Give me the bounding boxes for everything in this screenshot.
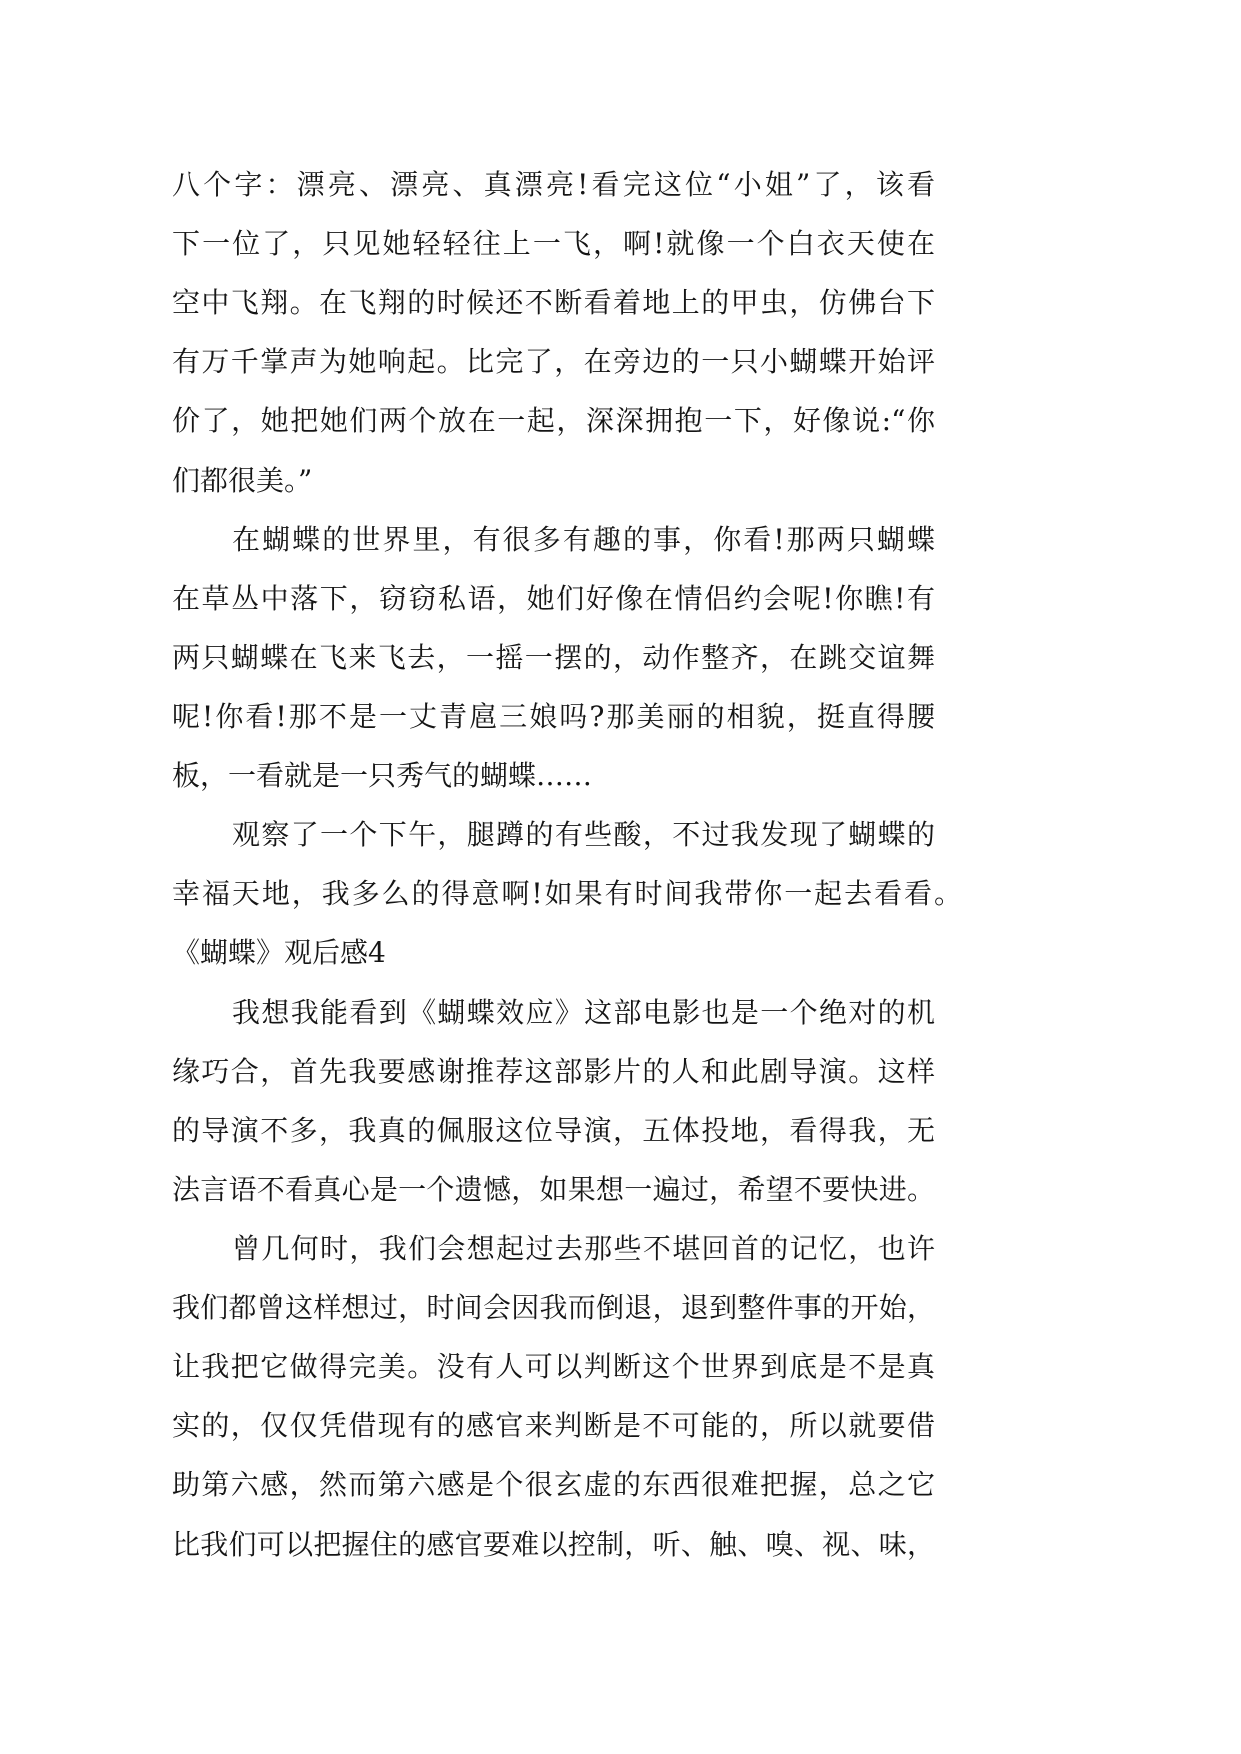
- paragraph-line: 在草丛中落下，窃窃私语，她们好像在情侣约会呢!你瞧!有: [172, 581, 935, 615]
- paragraph-line: 两只蝴蝶在飞来飞去，一摇一摆的，动作整齐，在跳交谊舞: [172, 640, 935, 674]
- paragraph: [172, 1219, 935, 1574]
- paragraph-line: 我想我能看到《蝴蝶效应》这部电影也是一个绝对的机: [232, 995, 935, 1029]
- paragraph-line: 让我把它做得完美。没有人可以判断这个世界到底是不是真: [172, 1350, 935, 1384]
- paragraph-line: 的导演不多，我真的佩服这位导演，五体投地，看得我，无: [172, 1113, 935, 1147]
- paragraph-line: 价了，她把她们两个放在一起，深深拥抱一下，好像说:“你: [172, 404, 935, 438]
- paragraph-line: 板，一看就是一只秀气的蝴蝶……: [172, 759, 593, 793]
- paragraph-line: 下一位了，只见她轻轻往上一飞，啊!就像一个白衣天使在: [172, 227, 935, 261]
- paragraph-line: 有万千掌声为她响起。比完了，在旁边的一只小蝴蝶开始评: [172, 345, 935, 379]
- document-body: [172, 155, 962, 1574]
- paragraph-line: 助第六感，然而第六感是个很玄虚的东西很难把握，总之它: [172, 1468, 935, 1502]
- paragraph-line: 们都很美。”: [172, 463, 313, 497]
- paragraph-line: 观察了一个下午，腿蹲的有些酸，不过我发现了蝴蝶的: [232, 818, 935, 852]
- paragraph-line: 八个字：漂亮、漂亮、真漂亮!看完这位“小姐”了，该看: [172, 168, 935, 201]
- section-heading: 《蝴蝶》观后感4: [172, 936, 386, 970]
- paragraph-line: 幸福天地，我多么的得意啊!如果有时间我带你一起去看看。: [172, 877, 962, 911]
- paragraph: [172, 155, 935, 510]
- paragraph-line: 缘巧合，首先我要感谢推荐这部影片的人和此剧导演。这样: [172, 1054, 935, 1088]
- paragraph-line: 曾几何时，我们会想起过去那些不堪回首的记忆，也许: [232, 1231, 935, 1265]
- paragraph-line: 实的，仅仅凭借现有的感官来判断是不可能的，所以就要借: [172, 1409, 935, 1443]
- paragraph-line: 空中飞翔。在飞翔的时候还不断看着地上的甲虫，仿佛台下: [172, 286, 935, 320]
- paragraph-line: 比我们可以把握住的感官要难以控制，听、触、嗅、视、味，: [172, 1527, 935, 1561]
- paragraph-line: 我们都曾这样想过，时间会因我而倒退，退到整件事的开始，: [172, 1291, 935, 1325]
- paragraph-line: 在蝴蝶的世界里，有很多有趣的事，你看!那两只蝴蝶: [232, 522, 935, 556]
- paragraph: [172, 805, 962, 923]
- paragraph-line: 法言语不看真心是一个遗憾，如果想一遍过，希望不要快进。: [172, 1172, 935, 1206]
- paragraph-line: 呢!你看!那不是一丈青扈三娘吗?那美丽的相貌，挺直得腰: [172, 699, 935, 733]
- paragraph: [172, 983, 935, 1219]
- paragraph: [172, 510, 935, 806]
